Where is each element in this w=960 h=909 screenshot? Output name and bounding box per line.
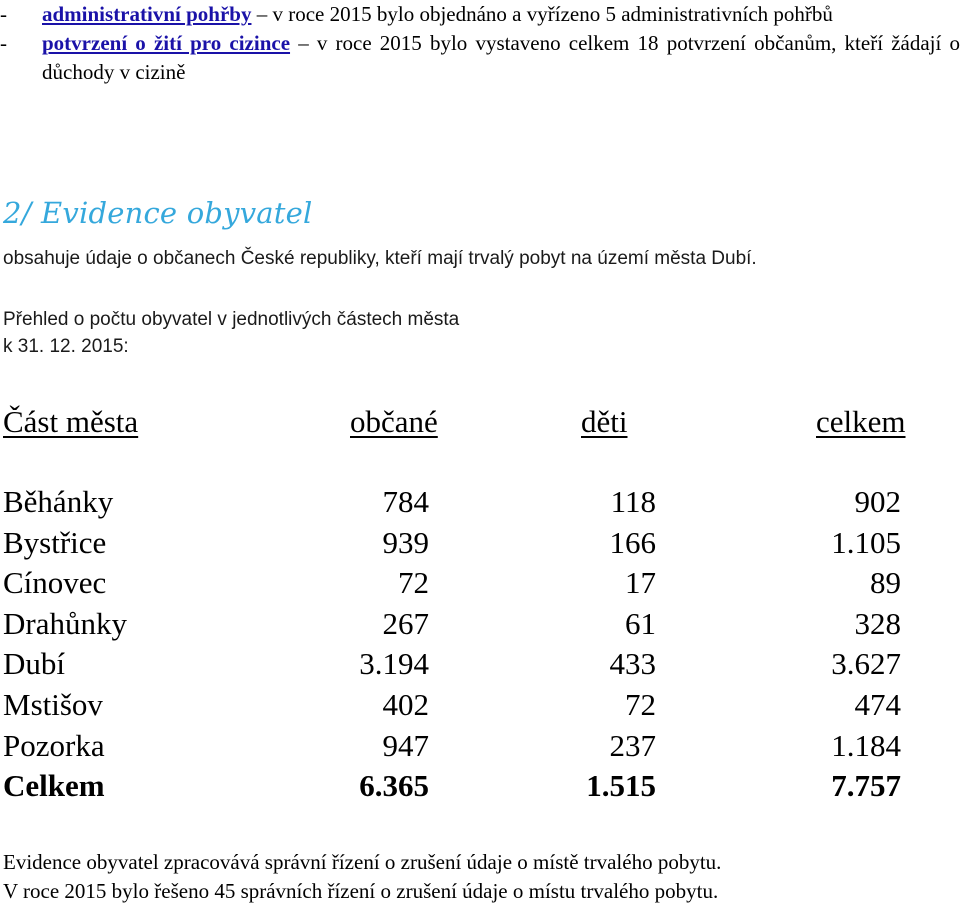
cell-part: Pozorka <box>3 727 105 763</box>
cell-children: 118 <box>610 484 656 519</box>
cell-total: 902 <box>854 484 901 519</box>
total-all: 7.757 <box>831 768 901 804</box>
bullet-term: potvrzení o žití pro cizince <box>42 31 291 55</box>
cell-total: 328 <box>854 605 901 641</box>
population-table <box>3 400 923 804</box>
bullet-item-life-certificates <box>0 29 960 87</box>
table-total-row <box>3 766 923 807</box>
cell-citizens: 784 <box>382 484 429 519</box>
cell-part: Dubí <box>3 646 65 682</box>
bullet-text: – v roce 2015 bylo objednáno a vyřízeno 5 administrativních pohřbů <box>251 2 833 26</box>
cell-part: Cínovec <box>3 565 107 601</box>
total-children: 1.515 <box>586 768 656 804</box>
cell-citizens: 402 <box>382 686 429 722</box>
bullet-list <box>0 0 960 87</box>
table-header <box>3 400 923 446</box>
section-intro: obsahuje údaje o občanech České republiky, kteří mají trvalý pobyt na území města Dubí. <box>3 248 757 269</box>
cell-part: Bystřice <box>3 524 107 560</box>
cell-part: Mstišov <box>3 686 103 722</box>
table-row <box>3 604 923 645</box>
bullet-term: administrativní pohřby <box>42 2 252 26</box>
cell-children: 433 <box>609 646 656 682</box>
cell-citizens: 267 <box>382 605 429 641</box>
overview-line-1: Přehled o počtu obyvatel v jednotlivých částech města <box>3 309 460 330</box>
cell-children: 166 <box>609 524 656 560</box>
header-part-of-town: Část města <box>3 404 139 439</box>
table-row <box>3 563 923 604</box>
total-citizens: 6.365 <box>359 768 429 804</box>
header-citizens: občané <box>350 404 438 439</box>
cell-total: 89 <box>870 565 901 601</box>
overview-line-2: k 31. 12. 2015: <box>3 336 129 357</box>
table-row <box>3 726 923 767</box>
cell-children: 237 <box>609 727 656 763</box>
bullet-dash: - <box>0 2 7 26</box>
section-heading: 2/ Evidence obyvatel <box>3 196 313 230</box>
footer-line-2: V roce 2015 bylo řešeno 45 správních řízení o zrušení údaje o místu trvalého pobytu. <box>3 879 719 903</box>
table-row <box>3 482 923 523</box>
header-children: děti <box>581 404 628 439</box>
total-label: Celkem <box>3 768 105 804</box>
bullet-item-administrative-funerals <box>0 0 960 29</box>
cell-part: Běhánky <box>3 484 114 519</box>
cell-citizens: 72 <box>398 565 429 601</box>
cell-total: 1.105 <box>831 524 901 560</box>
header-total: celkem <box>816 404 906 439</box>
cell-citizens: 947 <box>382 727 429 763</box>
cell-children: 72 <box>625 686 656 722</box>
cell-citizens: 3.194 <box>359 646 429 682</box>
cell-citizens: 939 <box>382 524 429 560</box>
table-row <box>3 685 923 726</box>
cell-part: Drahůnky <box>3 605 127 641</box>
bullet-dash: - <box>0 31 7 55</box>
cell-total: 474 <box>854 686 901 722</box>
bullet-text: – v roce 2015 bylo vystaveno celkem 18 potvrzení občanům, kteří žádají o důchody v cizině <box>42 31 960 84</box>
cell-children: 17 <box>625 565 656 601</box>
cell-total: 1.184 <box>831 727 901 763</box>
cell-children: 61 <box>625 605 656 641</box>
table-row <box>3 523 923 564</box>
table-body <box>3 482 923 807</box>
cell-total: 3.627 <box>831 646 901 682</box>
footer-line-1: Evidence obyvatel zpracovává správní řízení o zrušení údaje o místě trvalého pobytu. <box>3 850 722 874</box>
table-row <box>3 644 923 685</box>
